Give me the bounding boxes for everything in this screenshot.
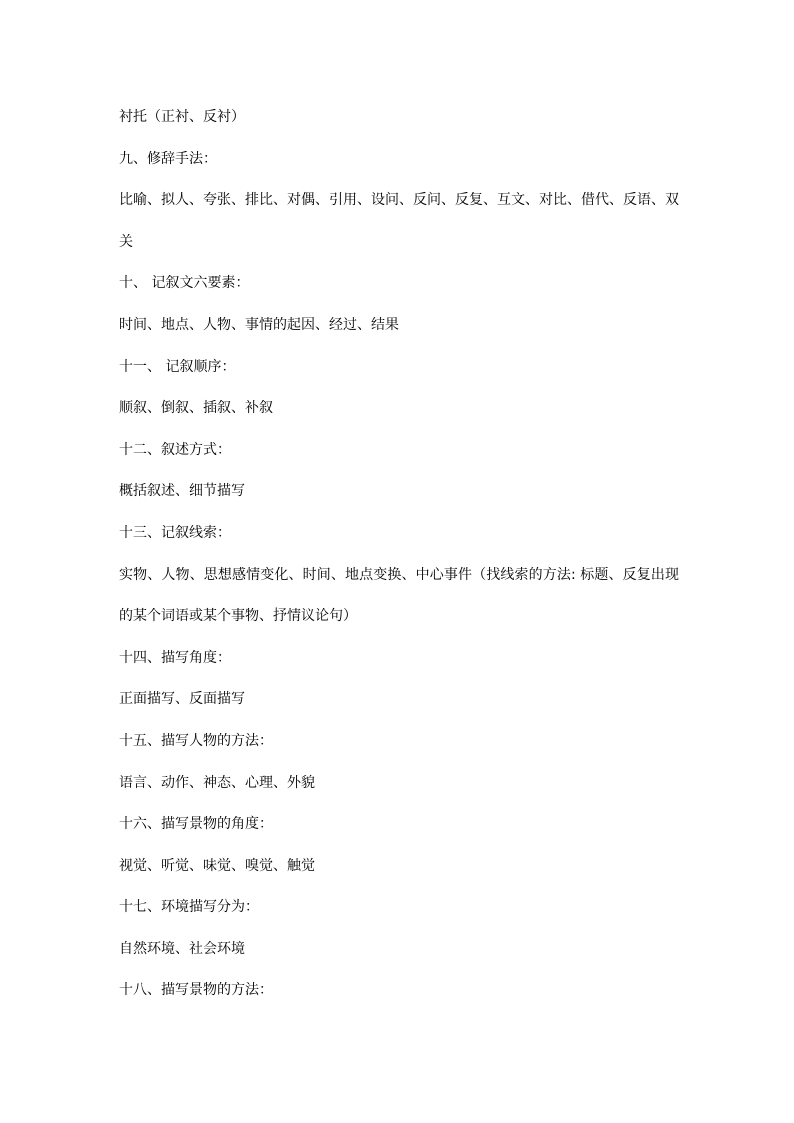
heading-narrative-elements: 十、 记叙文六要素：	[119, 275, 250, 292]
text-line-rhetoric-list-cont: 关	[119, 233, 133, 250]
heading-narration-mode: 十二、叙述方式：	[119, 441, 231, 458]
text-line-contrast: 衬托（正衬、反衬）	[119, 109, 245, 125]
text-line-rhetoric-list: 比喻、拟人、夸张、排比、对偶、引用、设问、反问、反复、互文、对比、借代、反语、双	[119, 192, 679, 209]
text-line-description-angle: 正面描写、反面描写	[119, 691, 245, 708]
heading-scenery-method: 十八、描写景物的方法：	[119, 982, 273, 999]
text-line-narrative-order: 顺叙、倒叙、插叙、补叙	[119, 400, 273, 417]
text-line-scenery-angle: 视觉、听觉、味觉、嗅觉、触觉	[119, 857, 315, 874]
heading-narrative-clue: 十三、记叙线索：	[119, 524, 231, 541]
heading-rhetoric: 九、修辞手法：	[119, 150, 217, 167]
document-body	[119, 107, 679, 1022]
heading-environment-description: 十七、环境描写分为：	[119, 899, 259, 916]
heading-scenery-angle: 十六、描写景物的角度：	[119, 816, 273, 833]
text-line-narrative-clue-cont: 的某个词语或某个事物、抒情议论句）	[119, 608, 357, 625]
heading-narrative-order: 十一、 记叙顺序：	[119, 358, 236, 375]
text-line-narrative-elements: 时间、地点、人物、事情的起因、经过、结果	[119, 316, 399, 333]
heading-description-angle: 十四、描写角度：	[119, 649, 231, 666]
heading-character-description: 十五、描写人物的方法：	[119, 732, 273, 749]
text-line-environment-description: 自然环境、社会环境	[119, 940, 245, 957]
text-line-character-description: 语言、动作、神态、心理、外貌	[119, 774, 315, 791]
text-line-narration-mode: 概括叙述、细节描写	[119, 483, 245, 500]
text-line-narrative-clue: 实物、人物、思想感情变化、时间、地点变换、中心事件（找线索的方法: 标题、反复出现	[119, 566, 679, 583]
